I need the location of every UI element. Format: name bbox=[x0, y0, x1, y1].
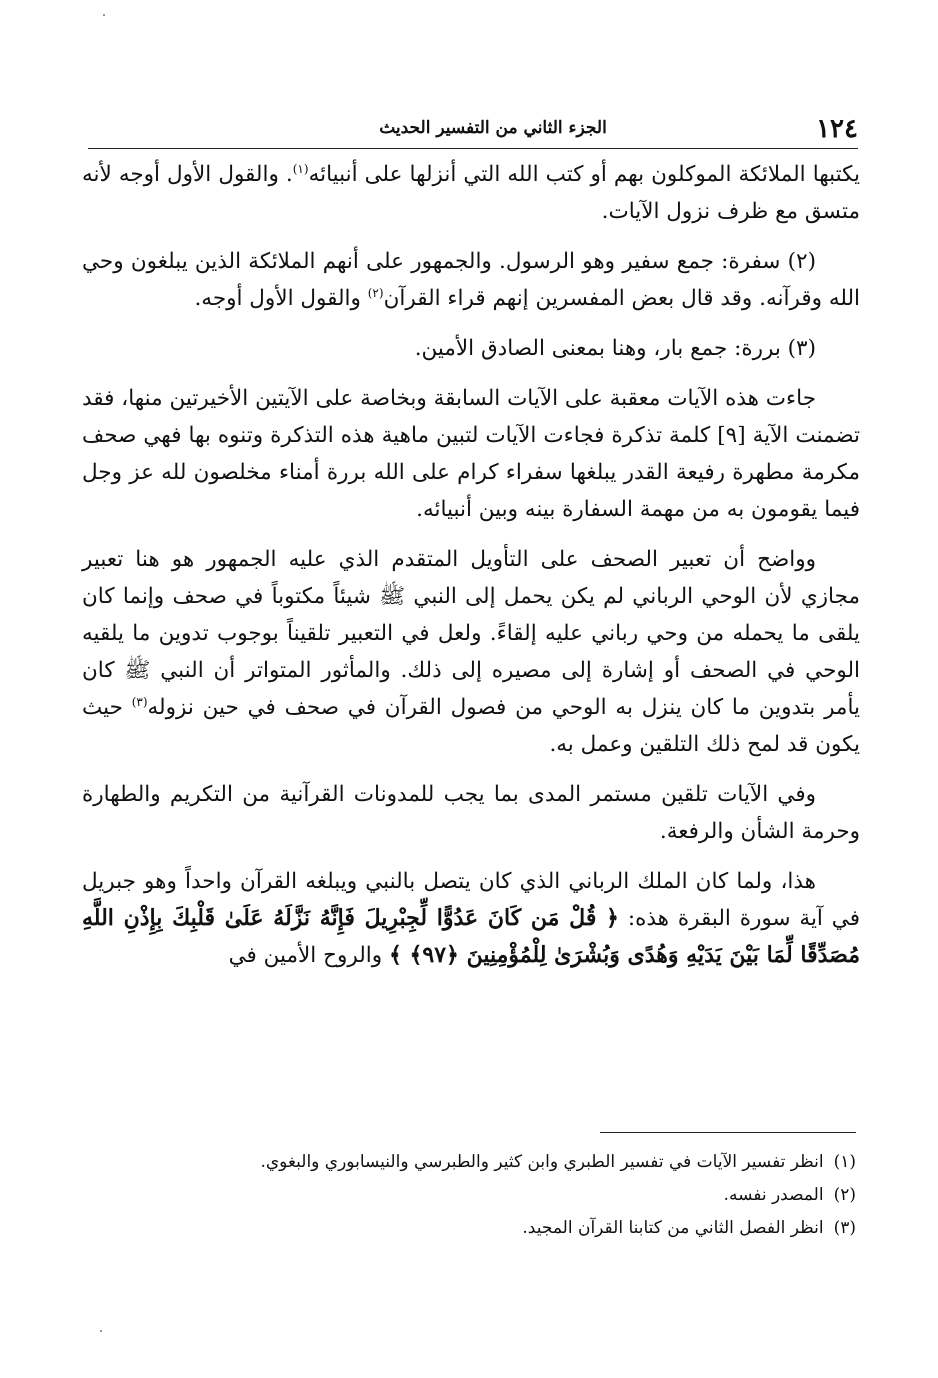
footnote-ref[interactable]: (٣) bbox=[131, 694, 148, 709]
paragraph: وواضح أن تعبير الصحف على التأويل المتقدم الذي عليه الجمهور هو هنا تعبير مجازي لأن الوحي الرباني لم يكن يحمل إلى النبي ﷺ شيئاً مكتوباً في صحف وإنما كان يلقى ما يحمله من وحي رباني عليه إلقاءً. ولعل في التعبير تلقيناً بوجوب تدوين ما يلقيه الوحي في الصحف أو إشارة إلى مصيره إلى ذلك. والمأثور المتواتر أن النبي ﷺ كان يأمر بتدوين ما كان ينزل به الوحي من فصول القرآن في صحف في حين نزوله$^{(٣)}$ حيث يكون قد لمح ذلك التلقين وعمل به. bbox=[82, 547, 860, 757]
paragraph: جاءت هذه الآيات معقبة على الآيات السابقة وبخاصة على الآيتين الأخيرتين منها، فقد تضمنت الآية [٩] كلمة تذكرة فجاءت الآيات لتبين ماهية هذه التذكرة وتنوه بها فهي صحف مكرمة مطهرة رفيعة القدر يبلغها سفراء كرام على الله بررة أمناء مخلصون لله عز وجل فيما يقومون به من مهمة السفارة بينه وبين أنبيائه. bbox=[82, 386, 860, 522]
paragraph: هذا، ولما كان الملك الرباني الذي كان يتصل بالنبي ويبلغه القرآن واحداً وهو جبريل في آية سورة البقرة هذه: ﴿ قُلْ مَن كَانَ عَدُوًّا لِّجِبْرِيلَ فَإِنَّهُ نَزَّلَهُ عَلَىٰ قَلْبِكَ بِإِذْنِ اللَّهِ مُصَدِّقًا لِّمَا بَيْنَ يَدَيْهِ وَهُدًى وَبُشْرَىٰ لِلْمُؤْمِنِينَ ﴿٩٧﴾ ﴾ والروح الأمين في bbox=[82, 869, 860, 968]
scan-speck bbox=[103, 14, 105, 16]
footnote-mark: (١) bbox=[833, 1152, 856, 1172]
paragraph-continuation: يكتبها الملائكة الموكلون بهم أو كتب الله التي أنزلها على أنبيائه$^{(١)}$. والقول الأول أوجه لأنه متسق مع ظرف نزول الآيات. bbox=[82, 161, 860, 224]
page-body bbox=[82, 156, 860, 987]
quran-verse: ﴿ قُلْ مَن كَانَ عَدُوًّا لِّجِبْرِيلَ فَإِنَّهُ نَزَّلَهُ عَلَىٰ قَلْبِكَ بِإِذْنِ اللَّهِ مُصَدِّقًا لِّمَا بَيْنَ يَدَيْهِ وَهُدًى وَبُشْرَىٰ لِلْمُؤْمِنِينَ ﴿٩٧﴾ ﴾ bbox=[82, 905, 860, 968]
footnote-2: (٢)المصدر نفسه. bbox=[78, 1179, 856, 1212]
footnote-1: (١)انظر تفسير الآيات في تفسير الطبري وابن كثير والطبرسي والنيسابوري والبغوي. bbox=[78, 1146, 856, 1179]
footnote-ref[interactable]: (٢) bbox=[367, 285, 384, 300]
running-title: الجزء الثاني من التفسير الحديث bbox=[379, 118, 607, 138]
gloss-item-1: (٢) سفرة: جمع سفير وهو الرسول. والجمهور على أنهم الملائكة الذين يبلغون وحي الله وقرآنه. وقد قال بعض المفسرين إنهم قراء القرآن$^{(٢)}$ والقول الأول أوجه. bbox=[82, 249, 860, 311]
footnote-separator bbox=[600, 1132, 856, 1133]
page-number: ١٢٤ bbox=[816, 114, 858, 144]
footnote-ref[interactable]: (١) bbox=[292, 161, 309, 176]
footnote-3: (٣)انظر الفصل الثاني من كتابنا القرآن المجيد. bbox=[78, 1212, 856, 1245]
footnote-mark: (٢) bbox=[833, 1185, 856, 1205]
gloss-item-2: (٣) بررة: جمع بار، وهنا بمعنى الصادق الأمين. bbox=[414, 336, 816, 361]
scan-speck bbox=[100, 1330, 102, 1332]
footnote-mark: (٣) bbox=[833, 1218, 856, 1238]
page-header bbox=[88, 112, 858, 149]
paragraph: وفي الآيات تلقين مستمر المدى بما يجب للمدونات القرآنية من التكريم والطهارة وحرمة الشأن والرفعة. bbox=[82, 782, 860, 844]
footnotes bbox=[78, 1146, 856, 1245]
